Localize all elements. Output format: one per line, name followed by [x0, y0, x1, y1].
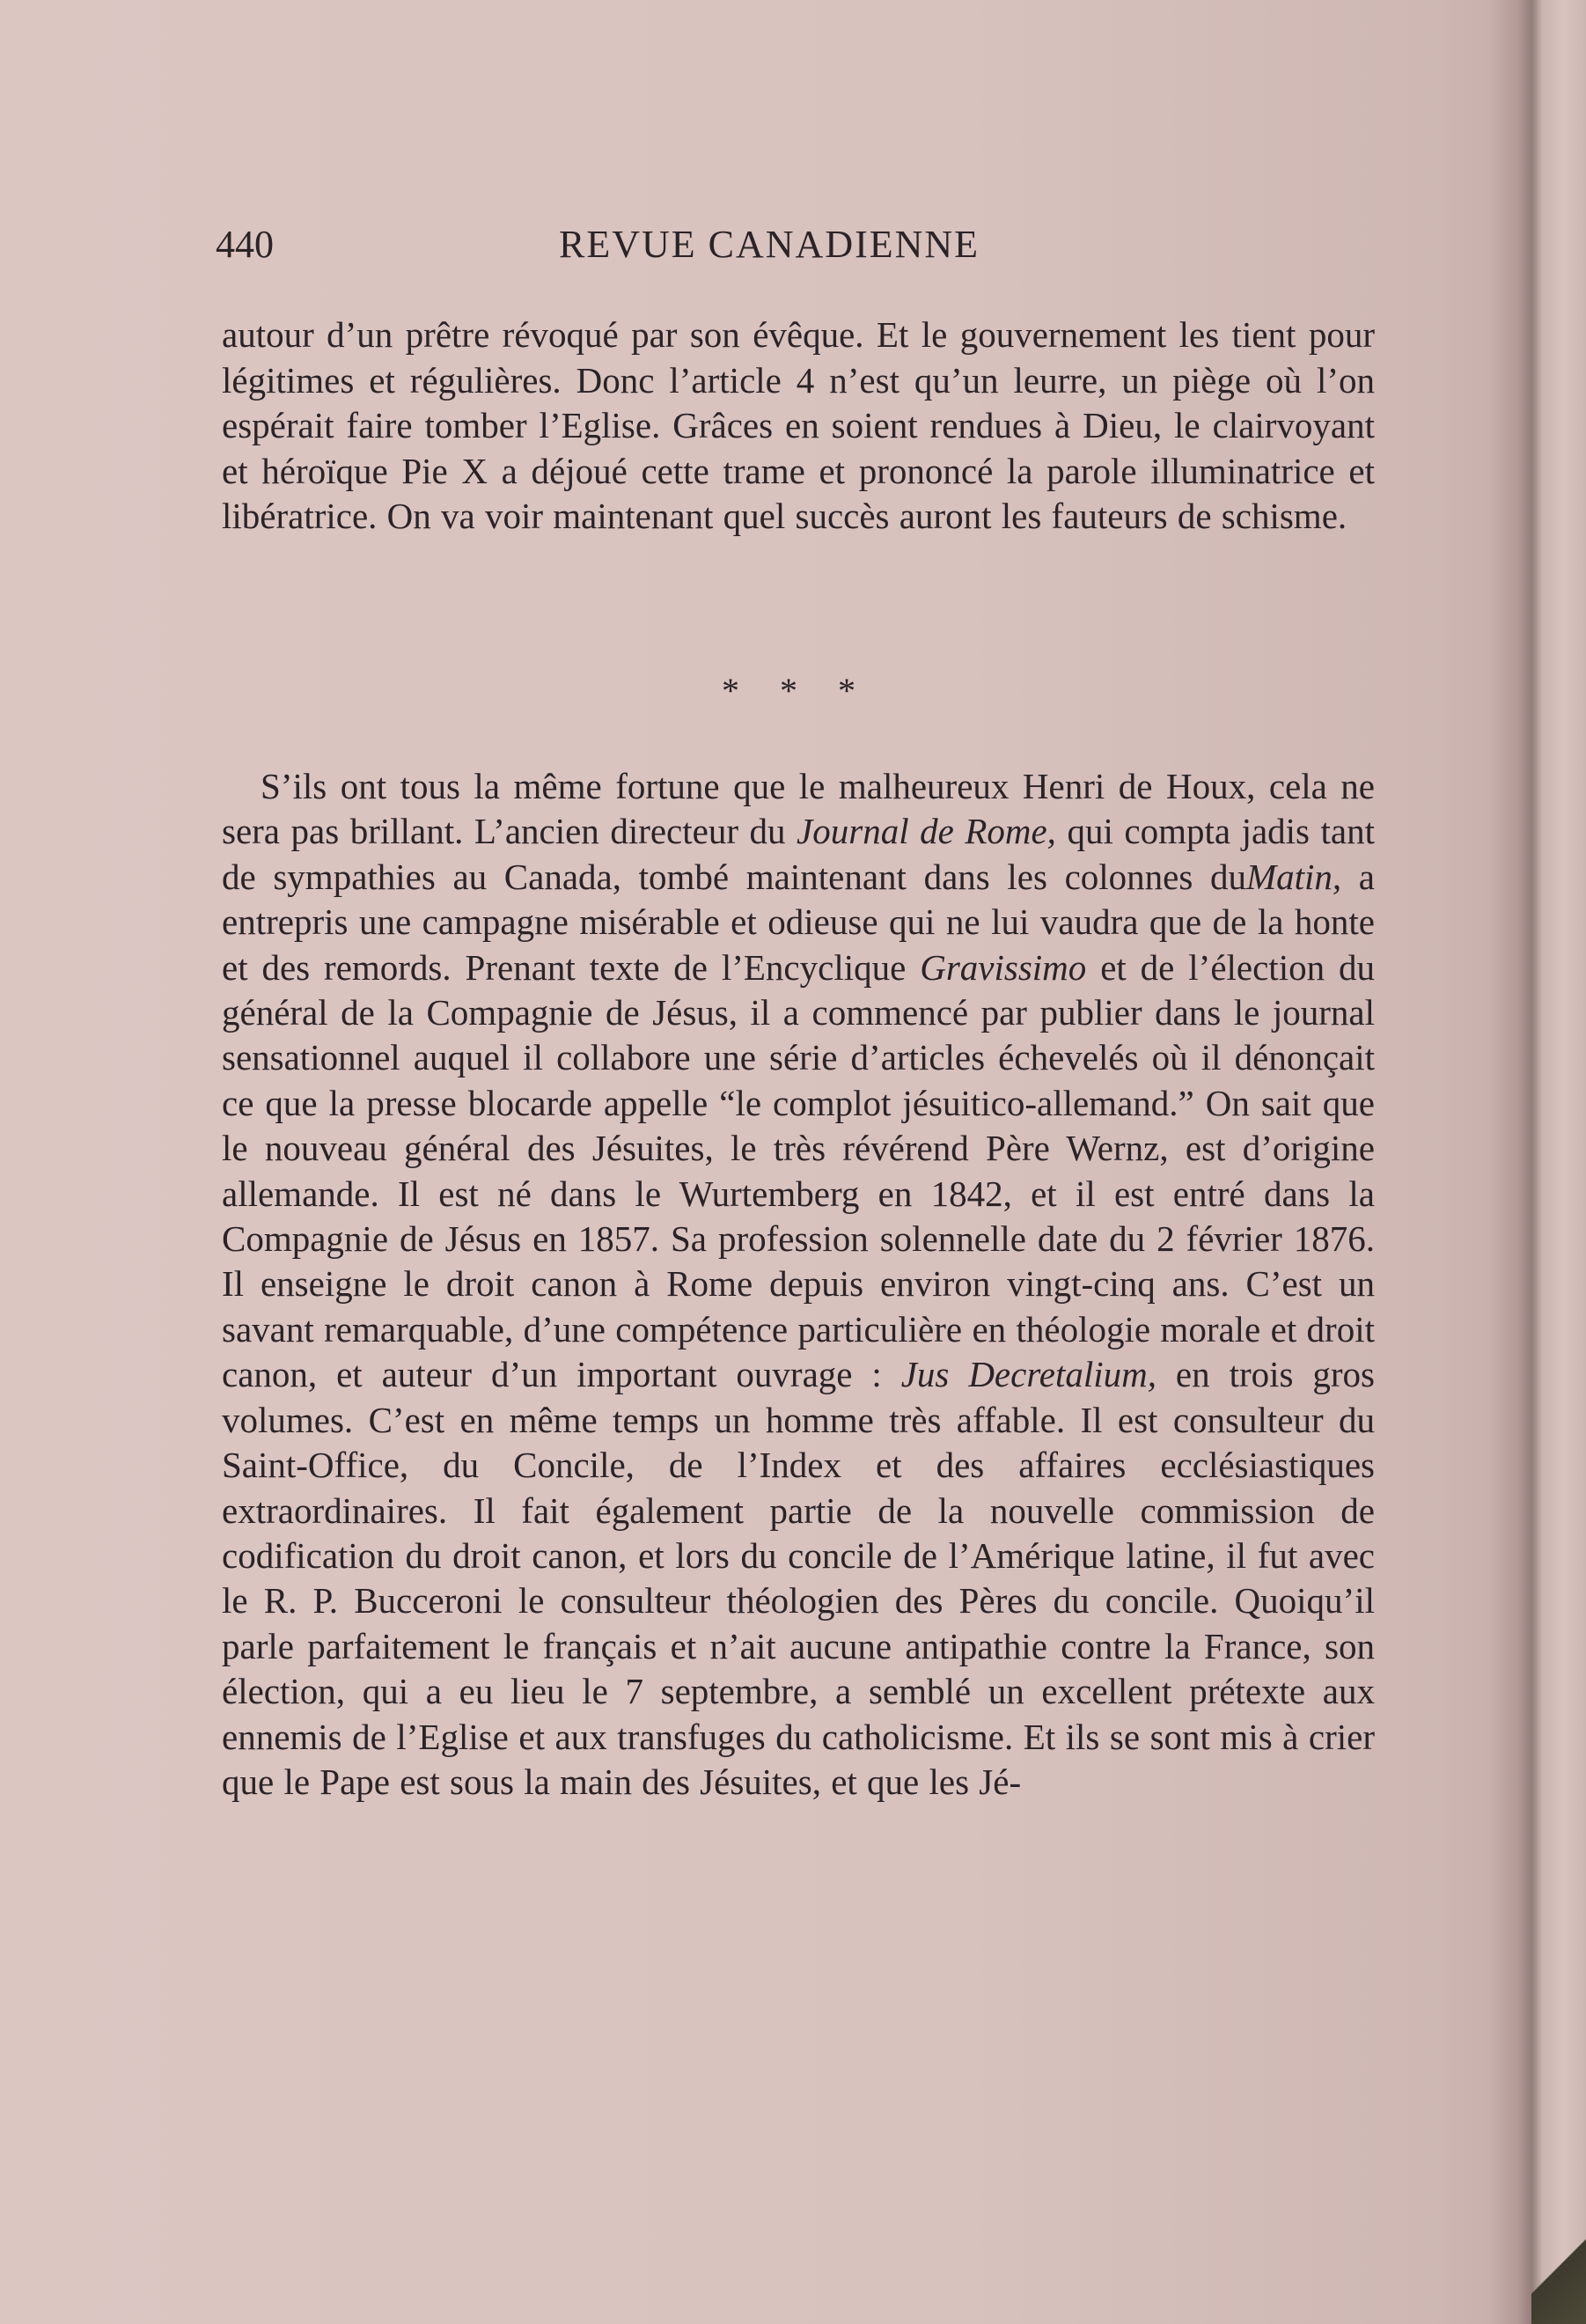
section-separator: * * *: [722, 671, 871, 710]
paragraph-2: [222, 764, 1375, 1805]
matin-title: Matin,: [1245, 856, 1342, 897]
paragraph-main: [222, 764, 1375, 1805]
running-title: REVUE CANADIENNE: [559, 223, 980, 266]
jus-decretalium-title: Jus Decretalium,: [900, 1354, 1156, 1395]
journal-de-rome-title: Journal de Rome,: [797, 811, 1056, 852]
spine-shadow: [1487, 0, 1531, 2324]
paragraph-2-part-2: qui compta jadis tant de sympathies au Canada, tombé maintenant dans les colonnes du: [222, 811, 1375, 897]
paragraph-continued: [222, 313, 1375, 540]
page-corner: [1531, 2236, 1586, 2324]
adjacent-page-edge: [1531, 0, 1586, 2324]
paragraph-2-part-3: a entrepris une campagne misérable et odieuse qui ne lui vaudra que de la honte et des remords. Prenant texte de l’Encyclique: [222, 856, 1375, 988]
paragraph-2-part-5: en trois gros volumes. C’est en même temps un homme très affable. Il est consulteur du Saint-Office, du Concile, de l’Index et des affaires ecclésiastiques extraordinaires. Il fait également partie de la nouvelle commission de codification du droit canon, et lors du concile de l’Amérique latine, il fut avec le R. P. Bucceroni le consulteur théologien des Pères du concile. Quoiqu’il parle parfaitement le français et n’ait aucune antipathie contre la France, son élection, qui a eu lieu le 7 septembre, a semblé un excellent prétexte aux ennemis de l’Eglise et aux transfuges du catholicisme. Et ils se sont mis à crier que le Pape est sous la main des Jésuites, et que les Jé-: [222, 1354, 1376, 1802]
paragraph-1: autour d’un prêtre révoqué par son évêque. Et le gouvernement les tient pour légitimes et régulières. Donc l’article 4 n’est qu’un leurre, un piège où l’on espérait faire tomber l’Eglise. Grâces en soient rendues à Dieu, le clairvoyant et héroïque Pie X a déjoué cette trame et prononcé la parole illuminatrice et libératrice. On va voir maintenant quel succès auront les fauteurs de schisme.: [222, 314, 1375, 536]
paragraph-2-part-4: et de l’élection du général de la Compagnie de Jésus, il a commencé par publier dans le journal sensationnel auquel il collabore une série d’articles échevelés où il dénonçait ce que la presse blocarde appelle “le complot jésuitico-allemand.” On sait que le nouveau général des Jésuites, le très révérend Père Wernz, est d’origine allemande. Il est né dans le Wurtemberg en 1842, et il est entré dans la Compagnie de Jésus en 1857. Sa profession solennelle date du 2 février 1876. Il enseigne le droit canon à Rome depuis environ vingt-cinq ans. C’est un savant remarquable, d’une compétence particulière en théologie morale et droit canon, et auteur d’un important ouvrage :: [222, 946, 1375, 1395]
page-number: 440: [216, 223, 274, 266]
gravissimo-title: Gravissimo: [920, 946, 1087, 988]
page-header: [216, 220, 1377, 269]
paragraph-2-part-1: S’ils ont tous la même fortune que le malheureux Henri de Houx, cela ne sera pas brillant. L’ancien directeur du: [222, 766, 1375, 852]
